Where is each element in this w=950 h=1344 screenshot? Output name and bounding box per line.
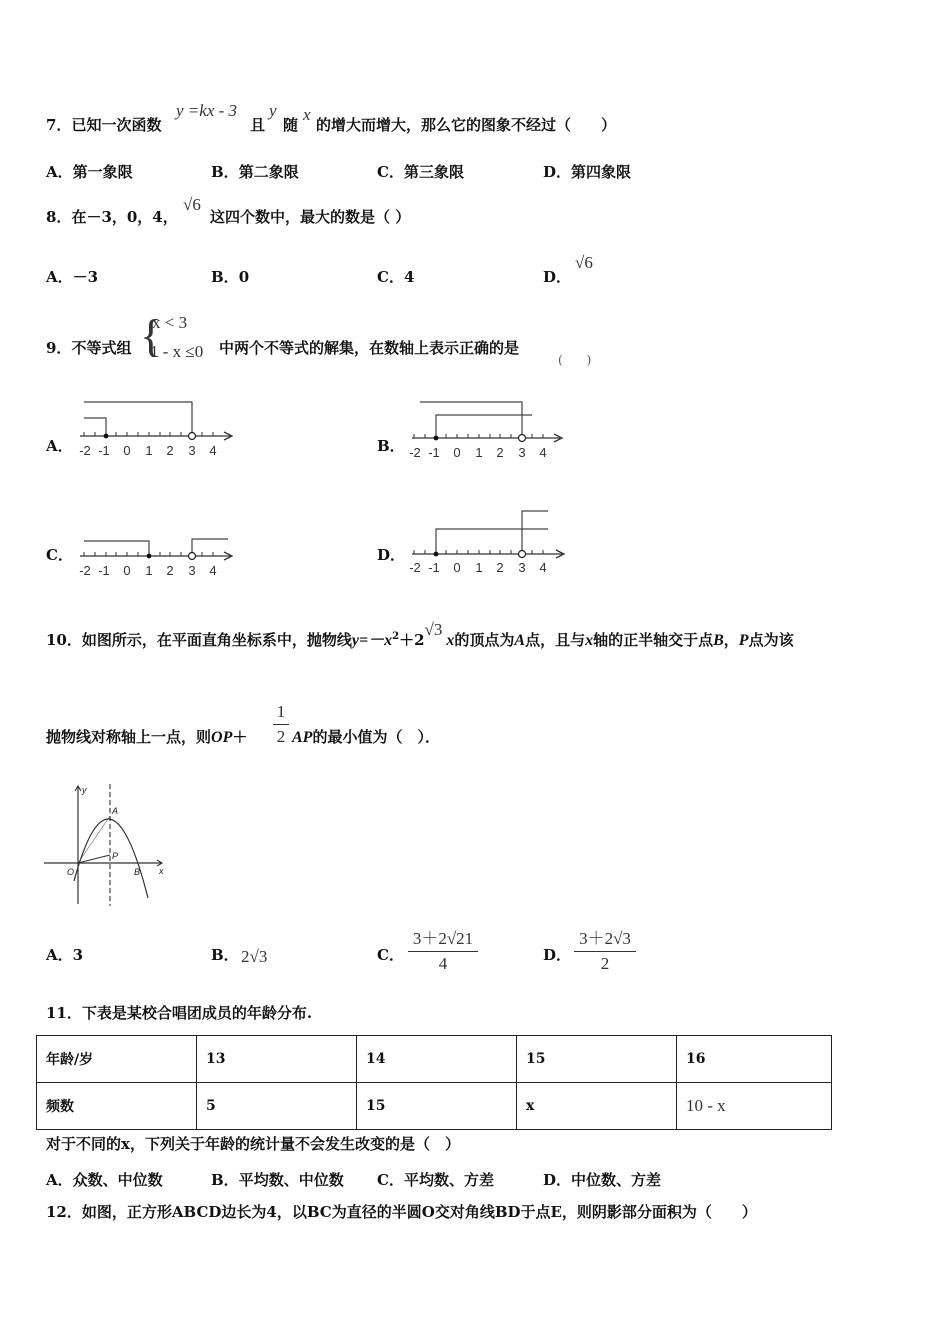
- q9-numberline-a: [70, 395, 240, 465]
- q9-label-c: C．: [46, 546, 73, 564]
- q9-a-solid-dot: [104, 434, 109, 439]
- q10-option-d-label: D．: [543, 946, 572, 964]
- q9-b-tick-label: -2: [409, 445, 421, 460]
- q9-c-tick-label: -2: [79, 563, 91, 578]
- q9-a-open-dot: [189, 433, 196, 440]
- q9-d-tick-label: 3: [518, 560, 526, 575]
- age-distribution-table: [36, 1035, 832, 1130]
- q10-option-b-label: B．: [211, 946, 239, 964]
- q11-option-b: B．平均数、中位数: [211, 1171, 344, 1189]
- q9-d-solid-dot: [434, 552, 439, 557]
- q9-b-ray-1: [436, 415, 532, 438]
- q9-c-ray-2: [192, 539, 228, 556]
- q11-stem: 11．下表是某校合唱团成员的年龄分布.: [46, 1004, 313, 1022]
- q7-option-d: D．第四象限: [543, 163, 632, 181]
- table-cell: 15: [357, 1083, 517, 1130]
- q8-option-a: A．－3: [46, 268, 99, 286]
- q9-a-tick-label: -2: [79, 443, 91, 458]
- q9-a-tick-label: -1: [98, 443, 110, 458]
- table-cell: 16: [677, 1036, 832, 1083]
- q9-b-open-dot: [519, 435, 526, 442]
- q9-c-tick-label: 3: [188, 563, 196, 578]
- table-cell: 14: [357, 1036, 517, 1083]
- q9-d-open-dot: [519, 551, 526, 558]
- q9-b-solid-dot: [434, 436, 439, 441]
- q8-stem: 8．在－3，0，4，: [46, 208, 178, 226]
- q8-option-d-label: D．: [543, 268, 572, 286]
- q9-d-tick-label: 2: [496, 560, 504, 575]
- q8-stem-rest: 这四个数中，最大的数是（ ）: [210, 208, 411, 226]
- q9-a-tick-label: 0: [123, 443, 131, 458]
- q11-option-d: D．中位数、方差: [543, 1171, 662, 1189]
- q7-text-with: 随: [283, 116, 299, 134]
- parabola-curve: [74, 819, 148, 898]
- q9-b-ray-2: [420, 402, 522, 438]
- q12-stem: 12．如图，正方形ABCD边长为4，以BC为直径的半圆O交对角线BD于点E，则阴影部分面积为（ ）: [46, 1203, 757, 1221]
- q10-parabola-graph: [40, 780, 170, 910]
- q8-option-d-value: √6: [575, 253, 593, 272]
- q9-c-solid-dot: [147, 554, 152, 559]
- q9-stem-rest: 中两个不等式的解集，在数轴上表示正确的是: [219, 339, 520, 357]
- q11-option-c: C．平均数、方差: [377, 1171, 494, 1189]
- table-row: [37, 1036, 832, 1083]
- q7-option-c: C．第三象限: [377, 163, 464, 181]
- q9-c-tick-label: 2: [166, 563, 174, 578]
- q9-d-tick-label: 4: [539, 560, 547, 575]
- q9-stem: 9．不等式组: [46, 339, 132, 357]
- q10-option-d-fraction: 3＋2√3 2: [574, 924, 636, 974]
- table-cell: 13: [197, 1036, 357, 1083]
- q9-a-ray-2: [84, 402, 192, 436]
- q9-brace: {: [140, 310, 163, 361]
- q10-stem: 10．如图所示，在平面直角坐标系中，抛物线$y=-x^2+2√3$ x的顶点为A点，且与x轴的正半轴交于点B，P点为该: [46, 620, 794, 649]
- table-cell: 频数: [37, 1083, 197, 1130]
- q9-d-tick-label: 0: [453, 560, 461, 575]
- q9-c-tick-label: 4: [209, 563, 217, 578]
- q7-text: 已知一次函数: [71, 116, 162, 134]
- q11-option-a: A．众数、中位数: [46, 1171, 163, 1189]
- q9-numberline-d: [400, 502, 575, 582]
- q9-d-tick-label: -2: [409, 560, 421, 575]
- q9-d-tick-label: -1: [428, 560, 440, 575]
- q9-label-d: D．: [377, 546, 406, 564]
- q9-c-open-dot: [189, 553, 196, 560]
- q10-line2-rest: AP的最小值为（ ）．: [292, 728, 440, 746]
- q7-text-rest: 的增大而增大，那么它的图象不经过（ ）: [316, 116, 617, 134]
- q10-option-c-label: C．: [377, 946, 404, 964]
- q7-text-and: 且: [250, 116, 266, 134]
- q9-inequality-2: 1 - x ≤0: [150, 342, 204, 361]
- table-cell: 15: [517, 1036, 677, 1083]
- graph-label-a: A: [112, 806, 119, 816]
- q10-line2: 抛物线对称轴上一点，则OP＋: [46, 728, 248, 746]
- q7-option-a: A．第一象限: [46, 163, 133, 181]
- q9-a-tick-label: 2: [166, 443, 174, 458]
- q9-inequality-1: x < 3: [152, 313, 188, 332]
- q9-label-b: B．: [377, 437, 405, 455]
- table-cell: 10 - x: [677, 1083, 832, 1130]
- graph-label-b: B: [134, 867, 141, 877]
- q11-question: 对于不同的x，下列关于年龄的统计量不会发生改变的是（ ）: [46, 1135, 460, 1153]
- q10-sqrt3: √3: [424, 620, 443, 639]
- q9-d-tick-label: 1: [475, 560, 483, 575]
- q9-a-tick-label: 4: [209, 443, 217, 458]
- q9-label-a: A．: [46, 437, 73, 455]
- q9-c-tick-label: 0: [123, 563, 131, 578]
- q9-numberline-b: [400, 397, 570, 467]
- q9-b-tick-label: 3: [518, 445, 526, 460]
- table-cell: x: [517, 1083, 677, 1130]
- q9-a-tick-label: 1: [145, 443, 153, 458]
- table-row: [37, 1083, 832, 1130]
- q9-paren: ( ): [558, 353, 592, 367]
- table-cell: 年龄/岁: [37, 1036, 197, 1083]
- q9-c-tick-label: -1: [98, 563, 110, 578]
- q8-option-b: B．0: [211, 268, 250, 286]
- q9-b-tick-label: -1: [428, 445, 440, 460]
- q7-number: 7．: [46, 116, 72, 134]
- q7-var-x: x: [303, 105, 311, 124]
- graph-label-o: O: [67, 867, 75, 877]
- q9-numberline-c: [70, 520, 240, 585]
- q7-stem: [46, 116, 161, 134]
- graph-label-x: x: [159, 866, 164, 876]
- q10-option-c-fraction: 3＋2√21 4: [408, 924, 478, 974]
- q9-b-tick-label: 0: [453, 445, 461, 460]
- q9-a-tick-label: 3: [188, 443, 196, 458]
- q9-d-ray-2: [522, 511, 548, 554]
- q8-option-c: C．4: [377, 268, 415, 286]
- q10-option-a: A．3: [46, 946, 84, 964]
- q7-option-b: B．第二象限: [211, 163, 299, 181]
- q9-c-tick-label: 1: [145, 563, 153, 578]
- q9-b-tick-label: 1: [475, 445, 483, 460]
- q10-option-b-value: 2√3: [241, 947, 268, 966]
- graph-label-p: P: [112, 851, 119, 861]
- q9-b-tick-label: 4: [539, 445, 547, 460]
- q9-b-tick-label: 2: [496, 445, 504, 460]
- table-cell: 5: [197, 1083, 357, 1130]
- q7-var-y: y: [269, 101, 277, 120]
- q8-sqrt6: √6: [183, 195, 201, 214]
- q10-half-fraction: 1 2: [273, 702, 289, 747]
- graph-label-y: y: [82, 785, 87, 795]
- q7-formula: y =kx - 3: [176, 101, 238, 120]
- q9-d-ray-1: [436, 529, 548, 554]
